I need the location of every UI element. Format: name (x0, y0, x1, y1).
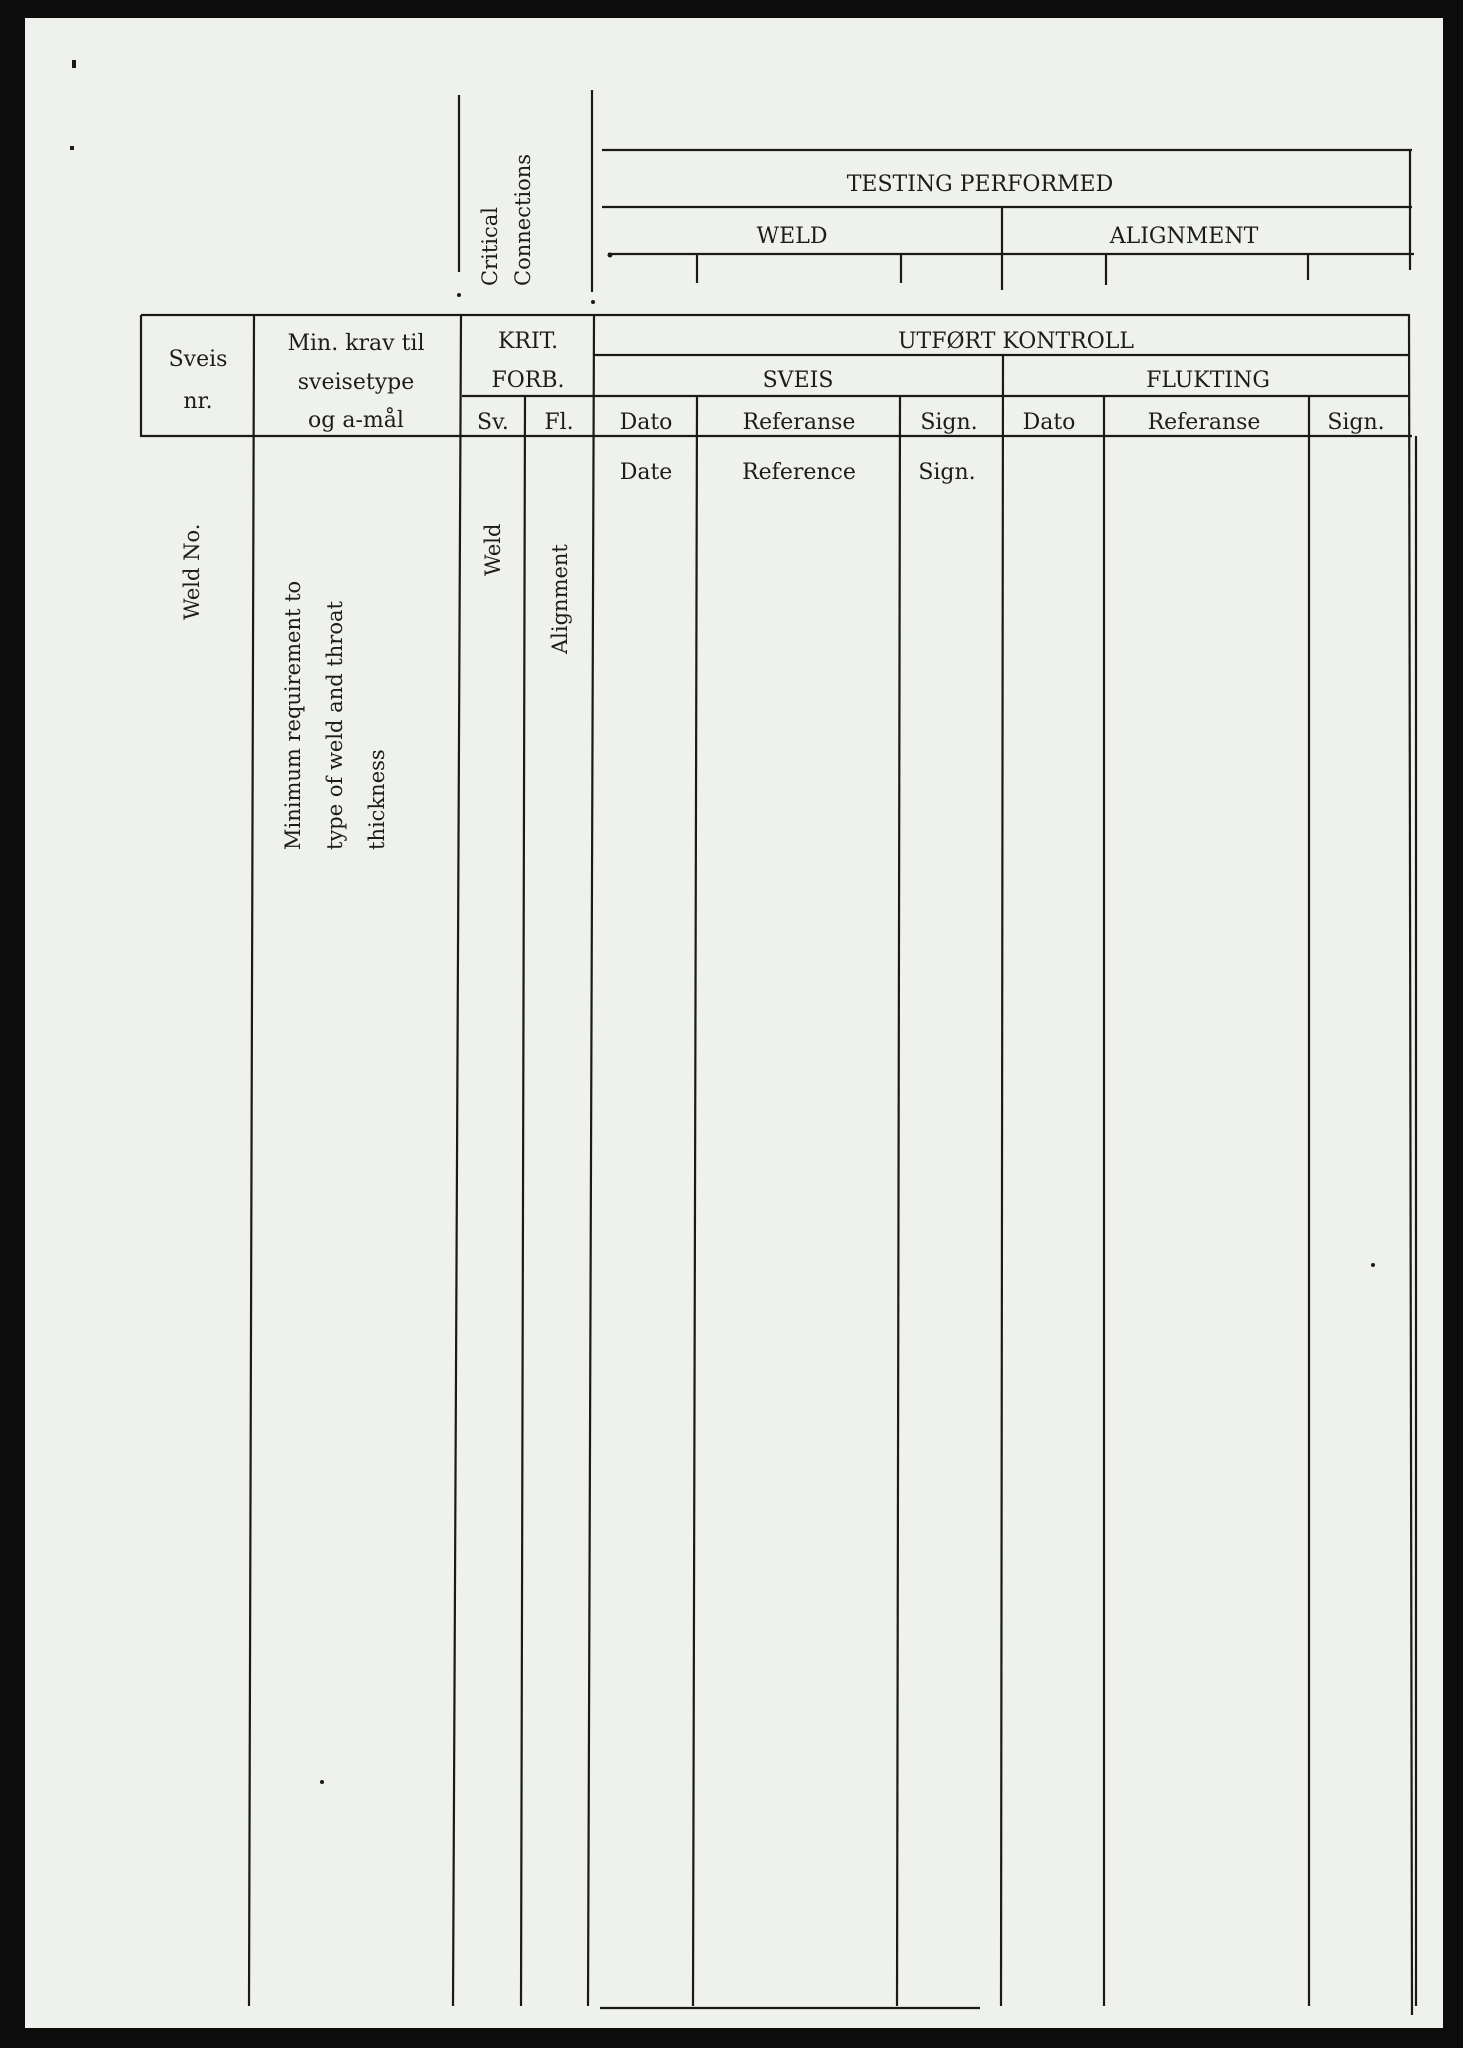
utfort-kontroll-label: UTFØRT KONTROLL (898, 329, 1134, 354)
reference-label: Reference (742, 460, 856, 485)
scan-specks (70, 60, 1375, 1784)
forb-label: FORB. (491, 368, 565, 393)
min-krav-label: Min. krav til (287, 331, 425, 356)
sveisetype-label: sveisetype (297, 370, 415, 395)
critical-label: Critical (478, 207, 502, 286)
alignment-label: ALIGNMENT (1109, 224, 1259, 249)
fl-label: Fl. (544, 410, 574, 435)
sign-label: Sign. (918, 460, 976, 485)
sv-label: Sv. (477, 410, 509, 435)
date-label: Date (619, 460, 673, 485)
connections-label: Connections (511, 153, 535, 286)
flukting-sign-label: Sign. (1327, 410, 1385, 435)
flukting-referanse-label: Referanse (1147, 410, 1261, 435)
sveis-group-label: SVEIS (762, 368, 834, 393)
sveis-sign-label: Sign. (920, 410, 978, 435)
min-requirement-line2: type of weld and throat (323, 601, 347, 850)
min-requirement-line3: thickness (365, 749, 389, 850)
weld-no-label: Weld No. (180, 523, 204, 620)
flukting-dato-label: Dato (1022, 410, 1076, 435)
weld-vertical-label: Weld (481, 523, 505, 576)
alignment-vertical-label: Alignment (548, 544, 572, 654)
krit-label: KRIT. (497, 329, 559, 354)
nr-label: nr. (183, 389, 213, 414)
sveis-dato-label: Dato (619, 410, 673, 435)
flukting-group-label: FLUKTING (1146, 368, 1270, 393)
sveis-label: Sveis (168, 347, 228, 372)
sveis-referanse-label: Referanse (742, 410, 856, 435)
testing-performed-label: TESTING PERFORMED (846, 172, 1114, 197)
min-requirement-line1: Minimum requirement to (281, 580, 305, 850)
weld-label: WELD (756, 224, 828, 249)
a-maal-label: og a-mål (308, 408, 404, 433)
